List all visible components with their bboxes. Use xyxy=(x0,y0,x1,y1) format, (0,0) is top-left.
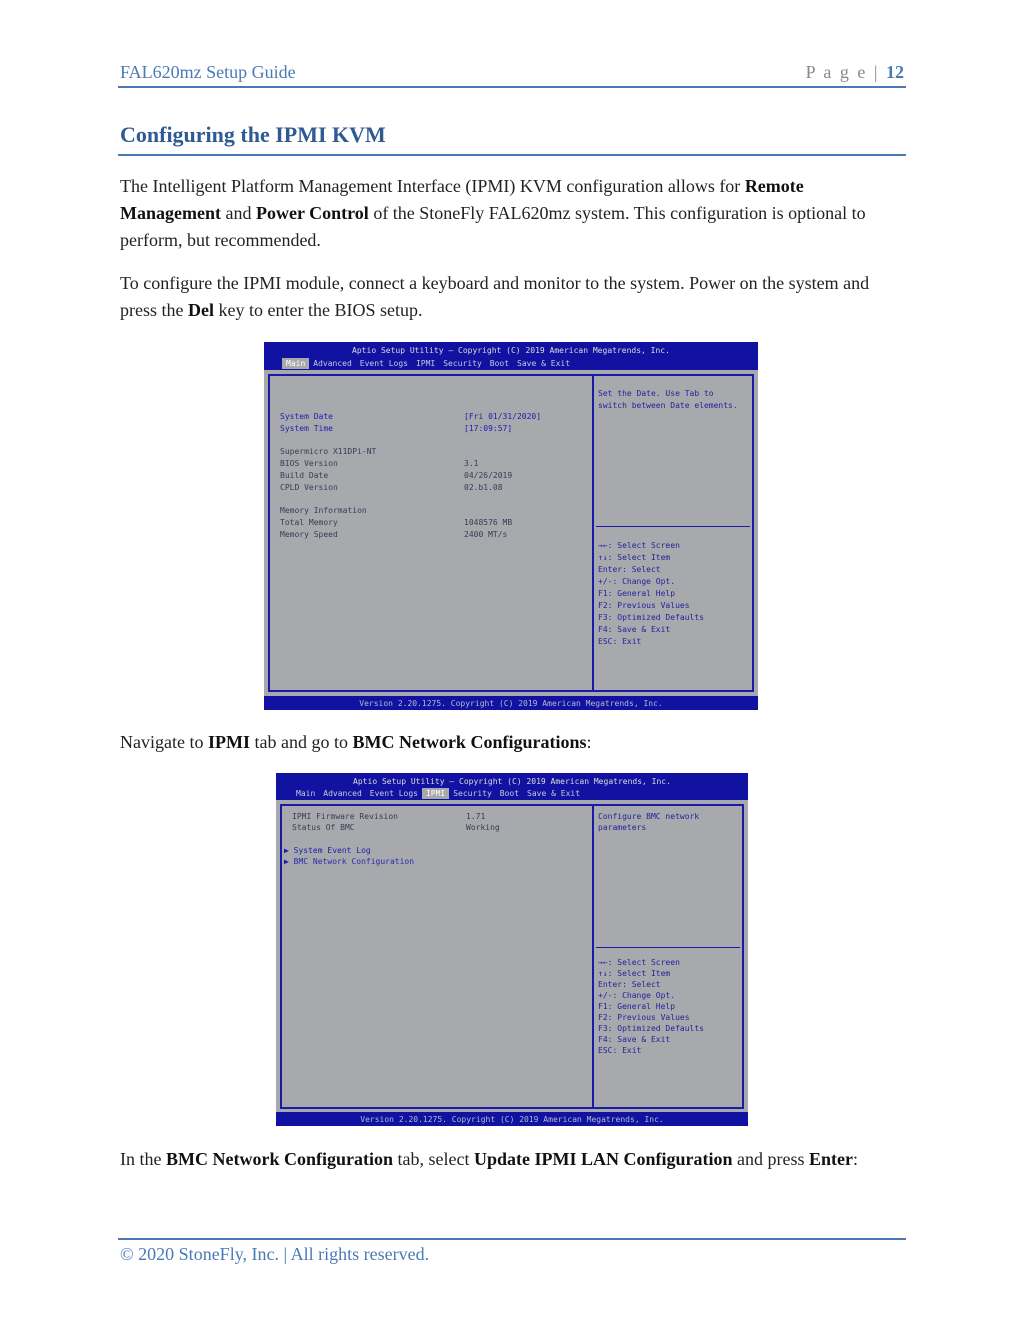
bold-run: Remote Management xyxy=(120,176,804,223)
bios-title: Aptio Setup Utility – Copyright (C) 2019 American Megatrends, Inc. xyxy=(353,777,671,786)
system-date-value: [Fri 01/31/2020] xyxy=(464,412,542,421)
bios-help-separator xyxy=(596,526,750,527)
text-run: and press xyxy=(732,1149,809,1169)
page-label: P a g e | xyxy=(805,62,880,82)
system-date-label: System Date xyxy=(280,412,333,421)
key-select-screen: →←: Select Screen xyxy=(598,541,680,550)
memory-info-heading: Memory Information xyxy=(280,506,367,515)
key-esc-exit: ESC: Exit xyxy=(598,1046,642,1055)
key-select-item: ↑↓: Select Item xyxy=(598,553,671,562)
bios-tab-ipmi: IPMI xyxy=(415,359,436,368)
text-run: Navigate to xyxy=(120,732,208,752)
bios-body xyxy=(280,804,744,1109)
submenu-system-event-log xyxy=(284,846,371,856)
key-previous-values: F2: Previous Values xyxy=(598,601,690,610)
cpld-version-label: CPLD Version xyxy=(280,483,338,492)
key-save-exit: F4: Save & Exit xyxy=(598,1035,671,1044)
build-date-value: 04/26/2019 xyxy=(464,471,513,480)
bios-version-value: 3.1 xyxy=(464,459,479,468)
bios-tab-event-logs: Event Logs xyxy=(359,359,408,368)
bios-title-bar xyxy=(276,773,748,800)
bold-run: BMC Network Configurations xyxy=(352,732,587,752)
bios-tab-main: Main xyxy=(296,789,316,798)
page-number xyxy=(806,62,904,83)
board-name: Supermicro X11DPi-NT xyxy=(280,447,377,456)
submenu-label: System Event Log xyxy=(293,846,371,855)
navigate-paragraph xyxy=(120,729,895,756)
bios-footer-text: Version 2.20.1275. Copyright (C) 2019 American Megatrends, Inc. xyxy=(359,699,663,708)
key-enter: Enter: Select xyxy=(598,565,661,574)
intro-paragraph xyxy=(120,173,895,254)
bios-version-label: BIOS Version xyxy=(280,459,338,468)
copyright-text: © 2020 StoneFly, Inc. | All rights reserved. xyxy=(120,1244,430,1264)
system-time-label: System Time xyxy=(280,424,333,433)
key-enter: Enter: Select xyxy=(598,980,661,989)
memory-speed-value: 2400 MT/s xyxy=(464,530,508,539)
bios-title-bar xyxy=(264,342,758,370)
instruction-paragraph xyxy=(120,270,895,324)
bios-footer-text: Version 2.20.1275. Copyright (C) 2019 American Megatrends, Inc. xyxy=(360,1115,664,1124)
bold-run: BMC Network Configuration xyxy=(165,1149,393,1169)
bmc-network-paragraph xyxy=(120,1146,895,1173)
bios-help-separator xyxy=(596,947,740,948)
help-text-line-1: Configure BMC network xyxy=(598,812,700,821)
help-text-line-2: parameters xyxy=(598,823,647,832)
cpld-version-value: 02.b1.08 xyxy=(464,483,503,492)
total-memory-value: 1048576 MB xyxy=(464,518,513,527)
bios-tab-boot: Boot xyxy=(489,359,510,368)
bios-tab-save-exit: Save & Exit xyxy=(527,789,581,798)
text-run: The Intelligent Platform Management Interface (IPMI) KVM configuration allows for xyxy=(120,176,745,196)
triangle-right-icon: ▶ xyxy=(284,857,289,866)
bios-tab-ipmi: IPMI xyxy=(422,788,449,799)
bios-tab-boot: Boot xyxy=(499,789,520,798)
key-select-item: ↑↓: Select Item xyxy=(598,969,671,978)
bios-title: Aptio Setup Utility – Copyright (C) 2019 American Megatrends, Inc. xyxy=(352,346,670,355)
key-select-screen: →←: Select Screen xyxy=(598,958,680,967)
submenu-bmc-network-configuration xyxy=(284,857,414,867)
key-optimized-defaults: F3: Optimized Defaults xyxy=(598,613,704,622)
text-run: In the xyxy=(120,1149,166,1169)
key-previous-values: F2: Previous Values xyxy=(598,1013,690,1022)
bios-tab-security: Security xyxy=(453,789,492,798)
bios-ipmi-screenshot xyxy=(276,773,748,1126)
bios-tab-security: Security xyxy=(443,359,482,368)
key-save-exit: F4: Save & Exit xyxy=(598,625,671,634)
bold-run: Enter xyxy=(808,1149,853,1169)
bios-footer-bar xyxy=(264,696,758,710)
section-heading xyxy=(118,120,906,156)
help-text-line-2: switch between Date elements. xyxy=(598,401,738,410)
text-run: : xyxy=(586,732,592,752)
bios-divider xyxy=(592,376,594,690)
document-title: FAL620mz Setup Guide xyxy=(120,62,296,82)
page-number-value: 12 xyxy=(886,62,904,82)
bold-run: Update IPMI LAN Configuration xyxy=(473,1149,733,1169)
triangle-right-icon: ▶ xyxy=(284,846,289,855)
section-heading-text: Configuring the IPMI KVM xyxy=(120,122,386,147)
bios-body xyxy=(268,374,754,692)
bios-tab-save-exit: Save & Exit xyxy=(517,359,571,368)
bios-divider xyxy=(592,806,594,1107)
key-optimized-defaults: F3: Optimized Defaults xyxy=(598,1024,704,1033)
text-run: tab, select xyxy=(392,1149,474,1169)
bios-tab-advanced: Advanced xyxy=(323,789,362,798)
text-run: To configure the IPMI module, connect a keyboard and monitor to the system. Power on the system and press the xyxy=(120,273,870,320)
memory-speed-label: Memory Speed xyxy=(280,530,338,539)
key-change-opt: +/-: Change Opt. xyxy=(598,577,676,586)
key-general-help: F1: General Help xyxy=(598,1002,676,1011)
key-general-help: F1: General Help xyxy=(598,589,676,598)
bold-run: IPMI xyxy=(207,732,250,752)
page-footer xyxy=(118,1238,906,1270)
build-date-label: Build Date xyxy=(280,471,329,480)
total-memory-label: Total Memory xyxy=(280,518,338,527)
page-header xyxy=(118,60,906,88)
text-run: and xyxy=(220,203,256,223)
system-time-value: [17:09:57] xyxy=(464,424,513,433)
text-run: key to enter the BIOS setup. xyxy=(213,300,423,320)
help-text-line-1: Set the Date. Use Tab to xyxy=(598,389,714,398)
bios-footer-bar xyxy=(276,1112,748,1126)
bmc-status-value: Working xyxy=(466,823,500,832)
bios-tab-bar xyxy=(282,358,574,369)
bmc-status-label: Status Of BMC xyxy=(292,823,355,832)
text-run: tab and go to xyxy=(249,732,353,752)
ipmi-firmware-value: 1.71 xyxy=(466,812,486,821)
key-esc-exit: ESC: Exit xyxy=(598,637,642,646)
key-change-opt: +/-: Change Opt. xyxy=(598,991,676,1000)
text-run: of the StoneFly FAL620mz system. This configuration is optional to perform, but recommended. xyxy=(120,203,866,250)
bios-tab-main: Main xyxy=(282,358,309,369)
bios-tab-event-logs: Event Logs xyxy=(369,789,418,798)
bios-tab-advanced: Advanced xyxy=(313,359,352,368)
bold-run: Power Control xyxy=(255,203,369,223)
bios-main-screenshot xyxy=(264,342,758,710)
bios-tab-bar xyxy=(292,788,584,799)
bold-run: Del xyxy=(187,300,214,320)
text-run: : xyxy=(852,1149,858,1169)
ipmi-firmware-label: IPMI Firmware Revision xyxy=(292,812,398,821)
submenu-label: BMC Network Configuration xyxy=(293,857,415,866)
